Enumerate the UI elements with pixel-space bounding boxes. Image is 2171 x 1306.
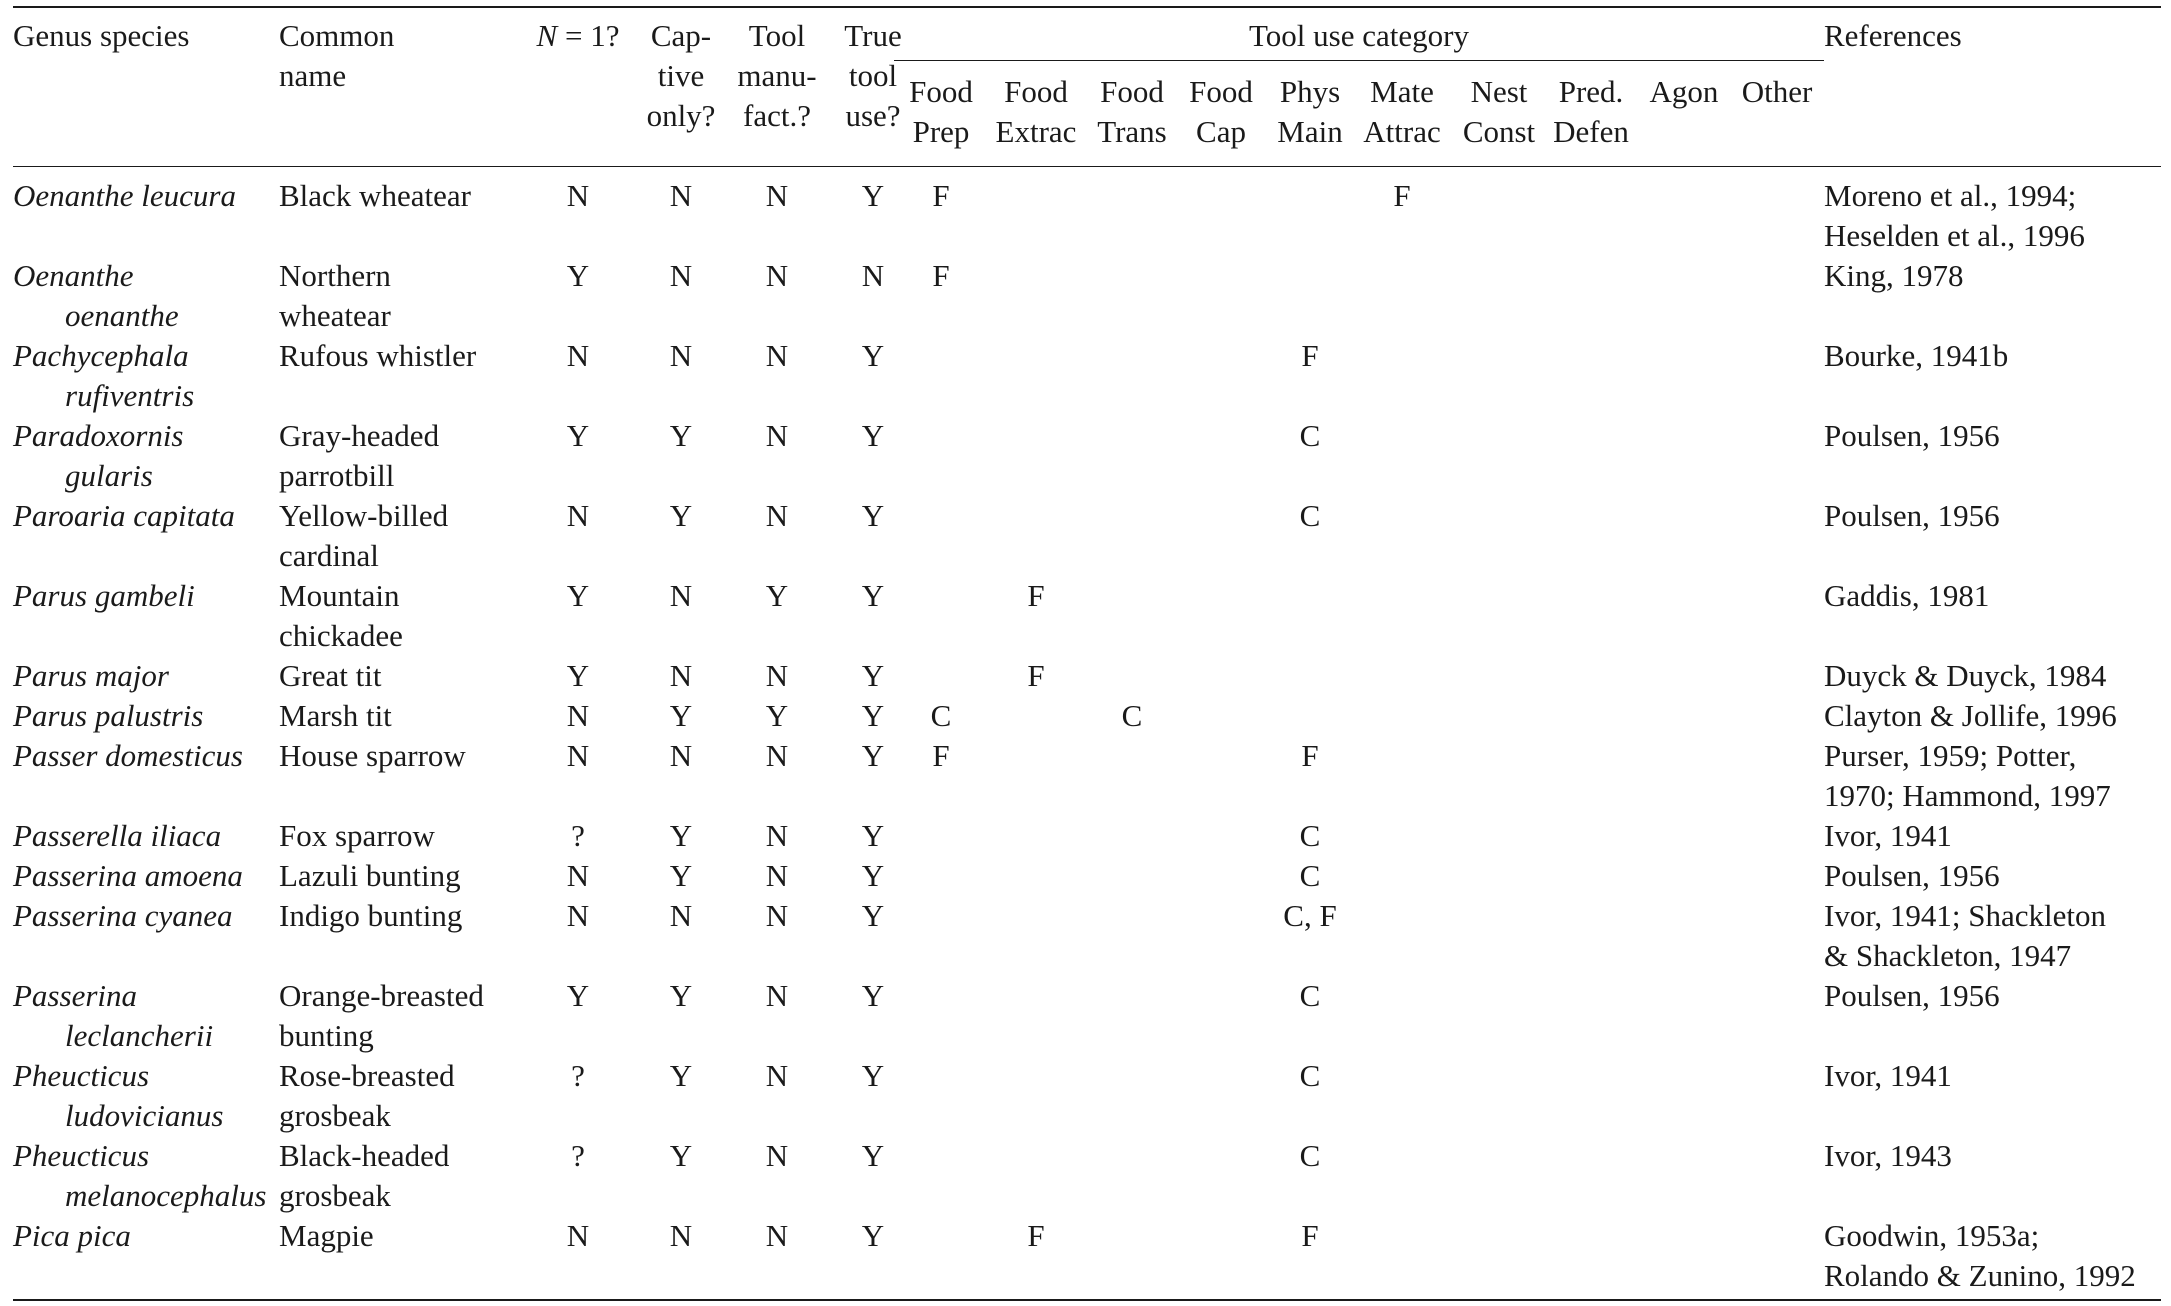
- row-14-genus: melanocephalus: [65, 1178, 267, 1213]
- row-12-common-name: Orange-breasted: [279, 978, 484, 1013]
- row-5-genus: Parus gambeli: [13, 578, 195, 613]
- row-15-common-name: Magpie: [279, 1218, 374, 1253]
- row-11-genus: Passerina cyanea: [13, 898, 233, 933]
- row-13-genus: Pheucticus: [13, 1058, 150, 1093]
- row-5-n1: Y: [566, 578, 590, 613]
- header-category-6: Nest: [1470, 74, 1528, 109]
- row-10-references: Poulsen, 1956: [1824, 858, 2000, 893]
- row-8-references: Purser, 1959; Potter,: [1824, 738, 2077, 773]
- row-1-common-name: wheatear: [279, 298, 391, 333]
- header-truetool: tool: [848, 58, 898, 93]
- header-common-name: Common: [279, 18, 395, 53]
- row-8-references: 1970; Hammond, 1997: [1824, 778, 2111, 813]
- row-12-references: Poulsen, 1956: [1824, 978, 2000, 1013]
- row-8-common-name: House sparrow: [279, 738, 466, 773]
- header-truetool: use?: [845, 98, 901, 133]
- header-category-2: Trans: [1097, 114, 1167, 149]
- row-4-common-name: cardinal: [279, 538, 379, 573]
- category-group-rule: [894, 60, 1824, 61]
- header-rule: [13, 166, 2161, 167]
- header-manufact: Tool: [748, 18, 806, 53]
- row-12-manufact: N: [765, 978, 789, 1013]
- row-0-category-0: F: [932, 178, 950, 213]
- header-category-1: Extrac: [995, 114, 1077, 149]
- row-7-references: Clayton & Jollife, 1996: [1824, 698, 2117, 733]
- row-13-category-4: C: [1299, 1058, 1321, 1093]
- row-0-category-5: F: [1393, 178, 1411, 213]
- row-2-genus: Pachycephala: [13, 338, 189, 373]
- header-category-3: Food: [1189, 74, 1253, 109]
- row-2-manufact: N: [765, 338, 789, 373]
- header-category-1: Food: [1004, 74, 1068, 109]
- row-0-captive: N: [669, 178, 693, 213]
- row-11-references: & Shackleton, 1947: [1824, 938, 2072, 973]
- row-4-manufact: N: [765, 498, 789, 533]
- row-13-common-name: grosbeak: [279, 1098, 391, 1133]
- header-captive: only?: [646, 98, 716, 133]
- row-15-references: Rolando & Zunino, 1992: [1824, 1258, 2136, 1293]
- row-2-category-4: F: [1301, 338, 1319, 373]
- row-5-common-name: Mountain: [279, 578, 400, 613]
- row-8-captive: N: [669, 738, 693, 773]
- row-7-category-2: C: [1121, 698, 1143, 733]
- row-3-genus: gularis: [65, 458, 153, 493]
- row-3-common-name: parrotbill: [279, 458, 395, 493]
- row-13-captive: Y: [669, 1058, 693, 1093]
- row-1-genus: Oenanthe: [13, 258, 134, 293]
- row-5-references: Gaddis, 1981: [1824, 578, 1990, 613]
- row-12-category-4: C: [1299, 978, 1321, 1013]
- row-9-n1: ?: [571, 818, 585, 853]
- row-4-n1: N: [566, 498, 590, 533]
- row-2-truetool: Y: [861, 338, 885, 373]
- row-14-genus: Pheucticus: [13, 1138, 150, 1173]
- row-0-common-name: Black wheatear: [279, 178, 471, 213]
- row-9-genus: Passerella iliaca: [13, 818, 222, 853]
- row-2-references: Bourke, 1941b: [1824, 338, 2009, 373]
- header-captive: Cap-: [650, 18, 712, 53]
- row-13-n1: ?: [571, 1058, 585, 1093]
- row-6-genus: Parus major: [13, 658, 169, 693]
- row-0-references: Heselden et al., 1996: [1824, 218, 2085, 253]
- row-1-manufact: N: [765, 258, 789, 293]
- row-13-common-name: Rose-breasted: [279, 1058, 455, 1093]
- row-11-references: Ivor, 1941; Shackleton: [1824, 898, 2107, 933]
- top-rule: [13, 6, 2161, 8]
- row-10-captive: Y: [669, 858, 693, 893]
- row-6-captive: N: [669, 658, 693, 693]
- bottom-rule: [13, 1299, 2161, 1301]
- row-11-category-4: C, F: [1283, 898, 1337, 933]
- row-11-captive: N: [669, 898, 693, 933]
- row-10-n1: N: [566, 858, 590, 893]
- row-2-genus: rufiventris: [65, 378, 195, 413]
- row-0-manufact: N: [765, 178, 789, 213]
- row-3-genus: Paradoxornis: [13, 418, 184, 453]
- header-category-4: Main: [1277, 114, 1343, 149]
- header-category-8: Agon: [1649, 74, 1719, 109]
- row-7-n1: N: [566, 698, 590, 733]
- row-0-truetool: Y: [861, 178, 885, 213]
- row-7-captive: Y: [669, 698, 693, 733]
- row-12-n1: Y: [566, 978, 590, 1013]
- row-10-truetool: Y: [861, 858, 885, 893]
- row-3-category-4: C: [1299, 418, 1321, 453]
- row-7-truetool: Y: [861, 698, 885, 733]
- row-10-common-name: Lazuli bunting: [279, 858, 461, 893]
- row-1-n1: Y: [566, 258, 590, 293]
- row-5-truetool: Y: [861, 578, 885, 613]
- row-1-truetool: N: [861, 258, 885, 293]
- row-6-common-name: Great tit: [279, 658, 382, 693]
- header-captive: tive: [657, 58, 705, 93]
- row-9-manufact: N: [765, 818, 789, 853]
- row-2-common-name: Rufous whistler: [279, 338, 477, 373]
- row-15-manufact: N: [765, 1218, 789, 1253]
- header-manufact: fact.?: [743, 98, 811, 133]
- row-10-category-4: C: [1299, 858, 1321, 893]
- header-category-3: Cap: [1196, 114, 1246, 149]
- row-14-references: Ivor, 1943: [1824, 1138, 1952, 1173]
- row-7-category-0: C: [930, 698, 952, 733]
- row-12-common-name: bunting: [279, 1018, 374, 1053]
- header-category-7: Defen: [1553, 114, 1629, 149]
- row-0-references: Moreno et al., 1994;: [1824, 178, 2077, 213]
- row-11-truetool: Y: [861, 898, 885, 933]
- row-14-common-name: grosbeak: [279, 1178, 391, 1213]
- row-8-category-0: F: [932, 738, 950, 773]
- row-7-manufact: Y: [765, 698, 789, 733]
- row-3-n1: Y: [566, 418, 590, 453]
- row-7-common-name: Marsh tit: [279, 698, 392, 733]
- row-4-genus: Paroaria capitata: [13, 498, 235, 533]
- row-15-category-4: F: [1301, 1218, 1319, 1253]
- row-6-manufact: N: [765, 658, 789, 693]
- row-10-manufact: N: [765, 858, 789, 893]
- row-14-category-4: C: [1299, 1138, 1321, 1173]
- row-14-captive: Y: [669, 1138, 693, 1173]
- row-12-genus: leclancherii: [65, 1018, 214, 1053]
- header-category-6: Const: [1462, 114, 1536, 149]
- row-0-genus: Oenanthe leucura: [13, 178, 236, 213]
- header-common-name: name: [279, 58, 347, 93]
- header-category-9: Other: [1741, 74, 1813, 109]
- row-14-n1: ?: [571, 1138, 585, 1173]
- row-6-n1: Y: [566, 658, 590, 693]
- row-9-common-name: Fox sparrow: [279, 818, 435, 853]
- row-11-manufact: N: [765, 898, 789, 933]
- row-1-genus: oenanthe: [65, 298, 179, 333]
- row-9-category-4: C: [1299, 818, 1321, 853]
- header-category-4: Phys: [1279, 74, 1341, 109]
- row-13-references: Ivor, 1941: [1824, 1058, 1952, 1093]
- row-3-common-name: Gray-headed: [279, 418, 440, 453]
- row-8-n1: N: [566, 738, 590, 773]
- row-6-references: Duyck & Duyck, 1984: [1824, 658, 2107, 693]
- row-13-manufact: N: [765, 1058, 789, 1093]
- row-11-common-name: Indigo bunting: [279, 898, 463, 933]
- row-1-references: King, 1978: [1824, 258, 1964, 293]
- row-1-category-0: F: [932, 258, 950, 293]
- row-15-category-1: F: [1027, 1218, 1045, 1253]
- row-4-truetool: Y: [861, 498, 885, 533]
- row-15-references: Goodwin, 1953a;: [1824, 1218, 2040, 1253]
- row-3-references: Poulsen, 1956: [1824, 418, 2000, 453]
- row-4-common-name: Yellow-billed: [279, 498, 449, 533]
- header-category-5: Mate: [1370, 74, 1434, 109]
- header-tool-use-category: Tool use category: [1249, 18, 1469, 53]
- header-manufact: manu-: [737, 58, 817, 93]
- header-category-2: Food: [1100, 74, 1164, 109]
- row-0-n1: N: [566, 178, 590, 213]
- header-category-7: Pred.: [1558, 74, 1624, 109]
- row-6-category-1: F: [1027, 658, 1045, 693]
- row-1-captive: N: [669, 258, 693, 293]
- row-12-captive: Y: [669, 978, 693, 1013]
- row-9-captive: Y: [669, 818, 693, 853]
- row-4-references: Poulsen, 1956: [1824, 498, 2000, 533]
- row-2-captive: N: [669, 338, 693, 373]
- row-5-manufact: Y: [765, 578, 789, 613]
- row-5-captive: N: [669, 578, 693, 613]
- row-14-common-name: Black-headed: [279, 1138, 450, 1173]
- header-truetool: True: [844, 18, 902, 53]
- row-6-truetool: Y: [861, 658, 885, 693]
- row-13-truetool: Y: [861, 1058, 885, 1093]
- header-category-5: Attrac: [1363, 114, 1441, 149]
- row-13-genus: ludovicianus: [65, 1098, 224, 1133]
- row-3-captive: Y: [669, 418, 693, 453]
- row-14-manufact: N: [765, 1138, 789, 1173]
- row-3-truetool: Y: [861, 418, 885, 453]
- row-14-truetool: Y: [861, 1138, 885, 1173]
- row-5-common-name: chickadee: [279, 618, 403, 653]
- row-11-n1: N: [566, 898, 590, 933]
- row-12-genus: Passerina: [13, 978, 137, 1013]
- row-15-genus: Pica pica: [13, 1218, 131, 1253]
- row-15-truetool: Y: [861, 1218, 885, 1253]
- row-3-manufact: N: [765, 418, 789, 453]
- row-4-captive: Y: [669, 498, 693, 533]
- row-9-references: Ivor, 1941: [1824, 818, 1952, 853]
- row-8-genus: Passer domesticus: [13, 738, 243, 773]
- row-15-n1: N: [566, 1218, 590, 1253]
- row-8-category-4: F: [1301, 738, 1319, 773]
- row-8-manufact: N: [765, 738, 789, 773]
- row-9-truetool: Y: [861, 818, 885, 853]
- row-4-category-4: C: [1299, 498, 1321, 533]
- row-5-category-1: F: [1027, 578, 1045, 613]
- row-1-common-name: Northern: [279, 258, 391, 293]
- header-references: References: [1824, 18, 1962, 53]
- row-10-genus: Passerina amoena: [13, 858, 243, 893]
- species-tool-use-table: [13, 0, 2161, 1306]
- header-category-0: Prep: [912, 114, 970, 149]
- row-2-n1: N: [566, 338, 590, 373]
- header-category-0: Food: [909, 74, 973, 109]
- header-genus-species: Genus species: [13, 18, 190, 53]
- row-8-truetool: Y: [861, 738, 885, 773]
- row-15-captive: N: [669, 1218, 693, 1253]
- header-n-equals-1: N = 1?: [536, 18, 620, 53]
- row-12-truetool: Y: [861, 978, 885, 1013]
- row-7-genus: Parus palustris: [13, 698, 204, 733]
